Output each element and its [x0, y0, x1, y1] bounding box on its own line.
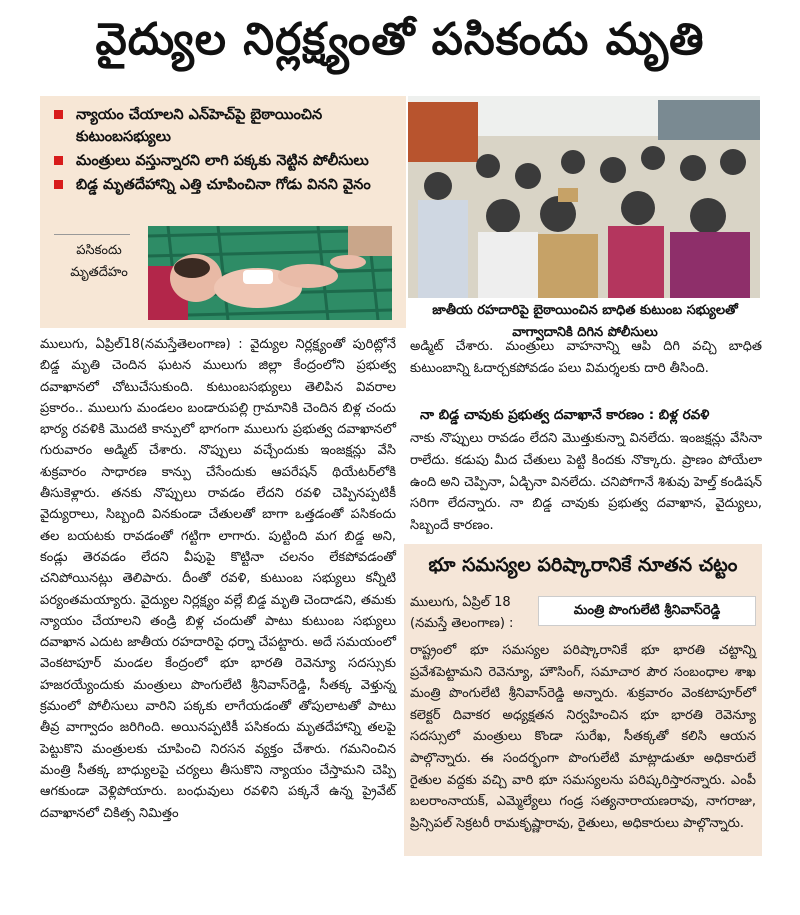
bullet-square-icon [54, 110, 63, 119]
highlights-list [52, 104, 402, 198]
baby-photo [148, 226, 392, 320]
article-paragraph: రాష్ట్రంలో భూ సమస్యల పరిష్కారానికే భూ భారతి చట్టాన్ని ప్రవేశపెట్టామని రెవెన్యూ, హౌసింగ్‌, సమాచార పౌర సంబంధాల శాఖ మంత్రి పొంగులేటి శ్రీనివాస్‌రెడ్డి అన్నారు. శుక్రవారం వెంకటాపూర్‌లో కలెక్టర్‌ దివాకర అధ్యక్షతన నిర్వహించిన భూ భారతి రెవెన్యూ సదస్సులో మంత్రులు కొండా సురేఖ, సీతక్కతో కలిసి ఆయన పాల్గొన్నారు. ఈ సందర్భంగా పొంగులేటి మాట్లాడుతూ అధికారులే రైతుల వద్దకు వచ్చి వారి భూ సమస్యలను పరిష్కరిస్తారన్నారు. ఎంపీ బలరాంనాయక్‌, ఎమ్మెల్యేలు గండ్ర సత్యనారాయణరావు, నాగరాజు, ప్రిన్సిపల్‌ సెక్రటరీ రామకృష్ణారావు, రైతులు, అధికారులు పాల్గొన్నారు. [410, 643, 756, 831]
bullet-square-icon [54, 180, 63, 189]
article-body-right [410, 336, 762, 379]
highlight-item [52, 174, 402, 196]
baby-photo-caption: పసికందు మృతదేహం [70, 243, 128, 280]
headline: వైద్యుల నిర్లక్ష్యంతో పసికందు మృతి [95, 14, 705, 65]
caption-divider [54, 234, 130, 235]
crowd-photo-illustration [408, 96, 760, 298]
article-body-left [40, 334, 396, 824]
baby-photo-illustration [148, 226, 392, 320]
quote-subheading: నా బిడ్డ చావుకు ప్రభుత్వ దవాఖానే కారణం : బిళ్ల రవళి [420, 407, 710, 423]
sidebar-dateline: ములుగు, ఏప్రిల్‌ 18 (నమస్తే తెలంగాణ) : [410, 595, 514, 631]
sidebar-story-body [410, 640, 756, 834]
highlight-text: మంత్రులు వస్తున్నారని లాగి పక్కకు నెట్టిన పోలీసులు [76, 153, 369, 169]
article-paragraph: అడ్మిట్‌ చేశారు. మంత్రులు వాహనాన్ని ఆపి దిగి వచ్చి బాధిత కుటుంబాన్ని ఓదార్చకపోవడం పలు విమర్శలకు దారి తీసింది. [410, 339, 762, 376]
sidebar-story-title: భూ సమస్యల పరిష్కారానికే నూతన చట్టం [428, 554, 738, 576]
speaker-label: మంత్రి పొంగులేటి శ్రీనివాస్‌రెడ్డి [538, 596, 756, 626]
article-paragraph: నాకు నొప్పులు రావడం లేదని మొత్తుకున్నా వినలేదు. ఇంజక్షన్లు వేసినా రాలేదు. కడుపు మీద చేతులు పెట్టి కిందకు నొక్కారు. ప్రాణం పోయేలా ఉంది అని చెప్పినా, ఏడ్చినా వినలేదు. చనిపోగానే శిశువు హెల్త్‌ కండిషన్‌ సరిగా లేదన్నారు. నా బిడ్డ చావుకు ప్రభుత్వ దవాఖాన, వైద్యులు, సిబ్బందే కారణం. [410, 431, 762, 534]
quote-body [410, 428, 762, 537]
highlight-text: న్యాయం చేయాలని ఎన్‌హెచ్‌పై బైఠాయించిన కుటుంబసభ్యులు [76, 107, 323, 145]
crowd-photo-caption: జాతీయ రహదారిపై బైఠాయించిన బాధిత కుటుంబ సభ్యులతో వాగ్వాదానికి దిగిన పోలీసులు [432, 303, 738, 340]
highlight-text: బిడ్డ మృతదేహాన్ని ఎత్తి చూపించినా గోడు వినని వైనం [76, 177, 371, 193]
crowd-photo [408, 96, 760, 298]
article-paragraph: ములుగు, ఏప్రిల్‌18(నమస్తేతెలంగాణ) : వైద్యుల నిర్లక్ష్యంతో పురిట్లోనే బిడ్డ మృతి చెందిన ఘటన ములుగు జిల్లా కేంద్రంలోని ప్రభుత్వ దవాఖానలో చోటుచేసుకుంది. కుటుంబసభ్యులు తెలిపిన వివరాల ప్రకారం.. ములుగు మండలం బండారుపల్లి గ్రామానికి చెందిన బిళ్ల చందు భార్య రవళికి మొదటి కాన్పులో భాగంగా ములుగు ప్రభుత్వ దవాఖానలో గురువారం అడ్మిట్‌ చేశారు. నొప్పులు వచ్చేందుకు ఇంజక్షన్లు వేసి శుక్రవారం సాధారణ కాన్పు చేసేందుకు ఆపరేషన్‌ థియేటర్‌లోకి తీసుకెళ్లారు. తనకు నొప్పులు రావడం లేదని రవళి చెప్పినప్పటికీ వైద్యురాలు, సిబ్బంది వినకుండా చేతులతో బాగా ఒత్తడంతో పసికందు తల బయటకు రావడంతో గట్టిగా లాగారు. పుట్టింది మగ బిడ్డ అని, కండ్లు తెరవడం లేదని వీపుపై కొట్టినా చలనం లేకపోవడంతో చనిపోయినట్లు తెలిపారు. దీంతో రవళి, కుటుంబ సభ్యులు కన్నీటి పర్యంతమయ్యారు. వైద్యుల నిర్లక్ష్యం వల్లే బిడ్డ మృతి చెందాడని, తమకు న్యాయం చేయాలని తండ్రి బిళ్ల చందుతో పాటు కుటుంబ సభ్యులు దవాఖాన ఎదుట జాతీయ రహదారిపై ధర్నా చేపట్టారు. అదే సమయంలో వెంకటాపూర్‌ మండల కేంద్రంలో భూ భారతి రెవెన్యూ సదస్సుకు హజరయ్యేందుకు మంత్రులు పొంగులేటి శ్రీనివాస్‌రెడ్డి, సీతక్క వెళ్తున్న క్రమంలో పోలీసులు వారిని పక్కకు లాగేయడంతో తోపులాటతో పాటు తీవ్ర వాగ్వాదం జరిగింది. అయినప్పటికీ పసికందు మృతదేహాన్ని తలపై పెట్టుకొని మంత్రులకు చూపించి నిరసన వ్యక్తం చేశారు. గమనించిన మంత్రి సీతక్క బాధ్యులపై చర్యలు తీసుకొని న్యాయం చేస్తామని చెప్పి ఆగకుండా వెళ్లిపోయారు. బంధువులు రవళిని పక్కనే ఉన్న ప్రైవేట్‌ దవాఖానలో చికిత్స నిమిత్తం [40, 337, 396, 821]
highlight-item [52, 150, 402, 172]
bullet-square-icon [54, 156, 63, 165]
highlight-item [52, 104, 402, 148]
